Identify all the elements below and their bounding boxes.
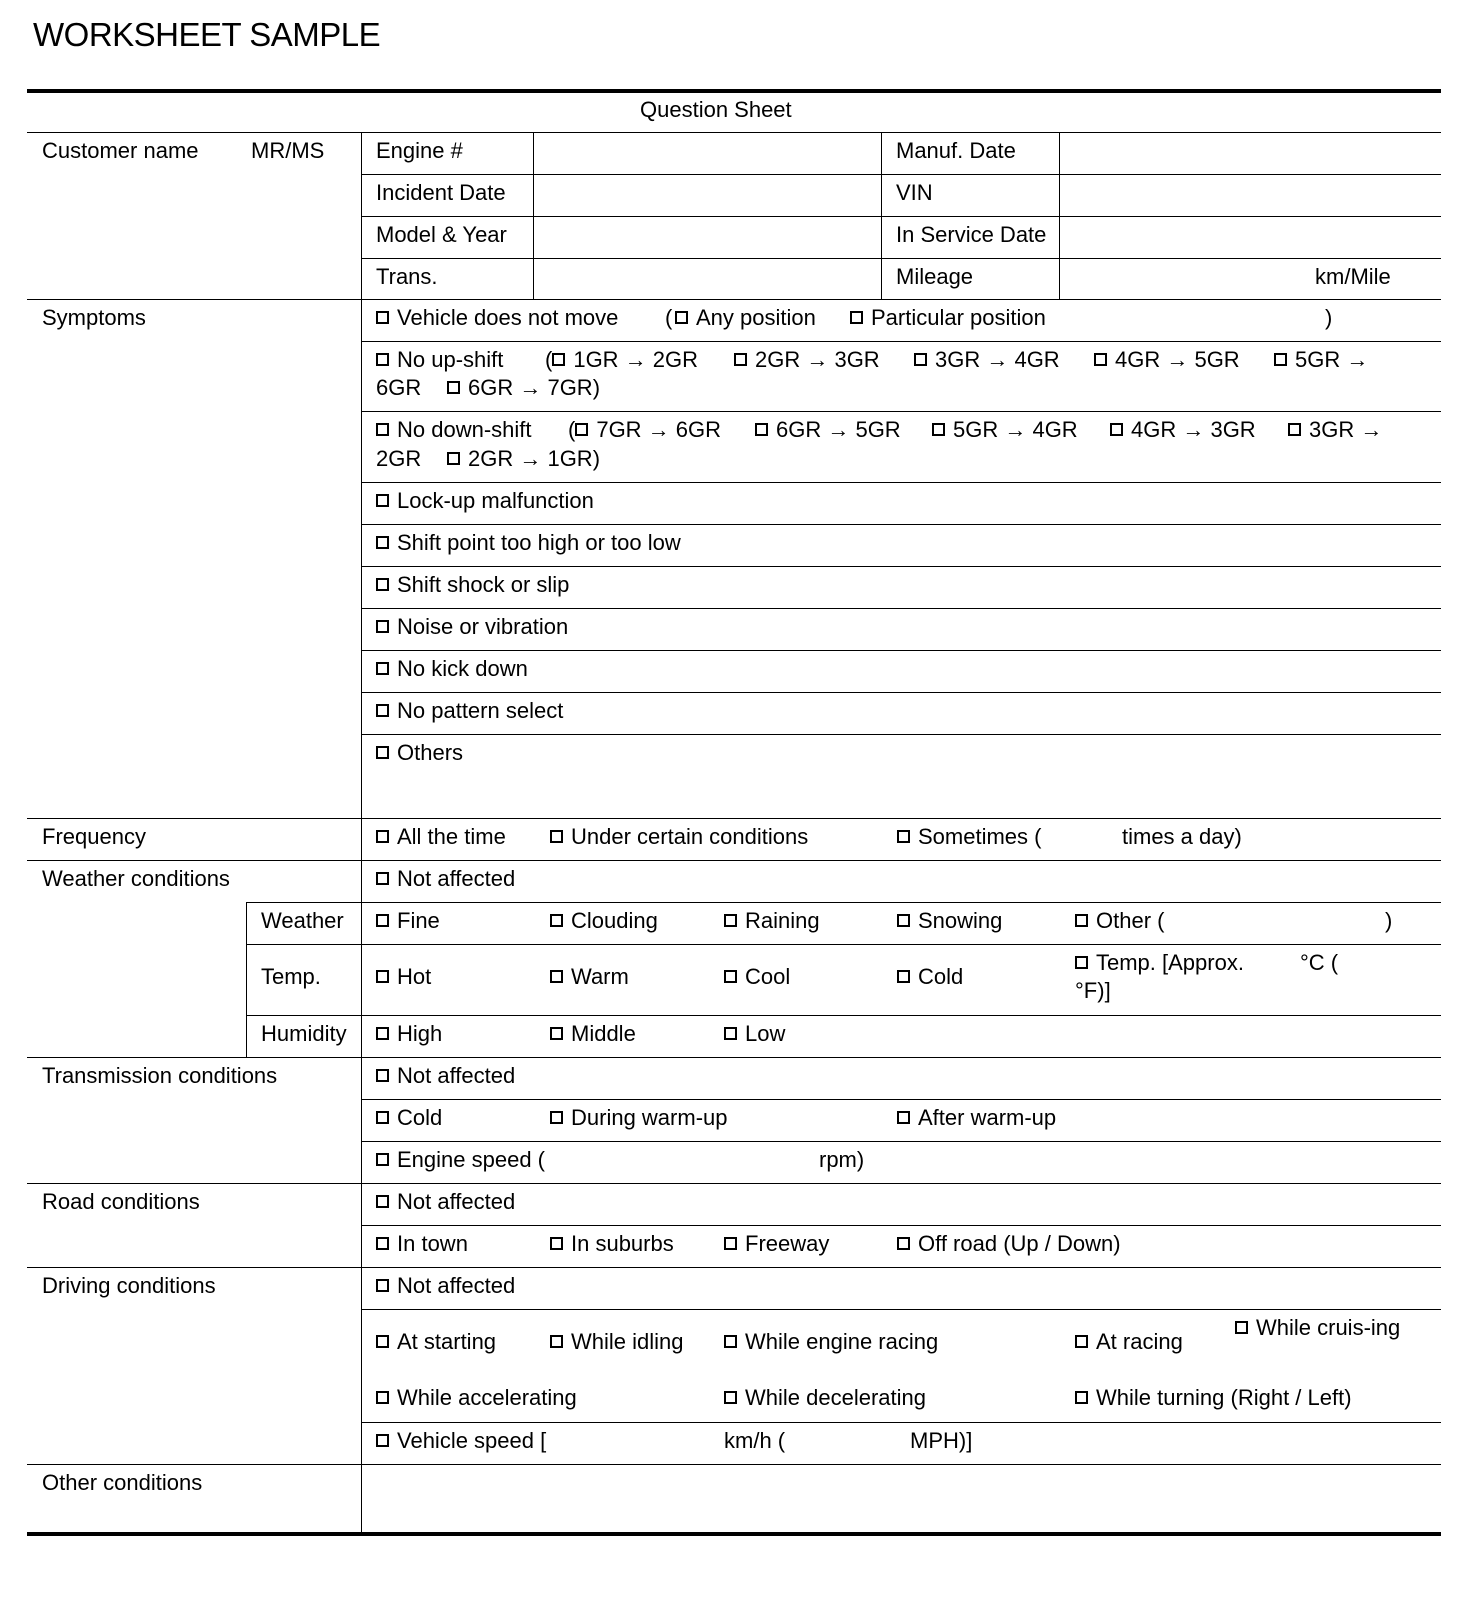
kmh-label: km/h ( [724, 1428, 786, 1453]
checkbox-icon[interactable] [376, 1195, 389, 1208]
rpm-label: rpm) [819, 1147, 865, 1172]
trans-label: Trans. [376, 264, 438, 289]
mileage-unit: km/Mile [1315, 264, 1391, 289]
checkbox-icon[interactable] [376, 578, 389, 591]
checkbox-icon[interactable] [376, 970, 389, 983]
column-divider [246, 902, 247, 1057]
column-divider [533, 132, 534, 299]
checkbox-high[interactable]: High [376, 1020, 442, 1048]
checkbox-icon[interactable] [376, 1111, 389, 1124]
paren-close: ) [1325, 305, 1333, 330]
weather-other-close: ) [1385, 908, 1393, 933]
checkbox-icon[interactable] [724, 1335, 737, 1348]
checkbox-turning[interactable]: While turning (Right / Left) [1075, 1384, 1352, 1412]
checkbox-icon[interactable] [376, 830, 389, 843]
other-conditions-label: Other conditions [42, 1470, 203, 1495]
checkbox-warm[interactable]: Warm [550, 963, 629, 991]
divider [361, 524, 1441, 525]
checkbox-dn-6-5[interactable]: 6GR → 5GR [755, 416, 901, 444]
dn-3-2-continuation: 2GR [376, 446, 422, 471]
checkbox-weather-not-affected[interactable]: Not affected [376, 865, 515, 893]
checkbox-no-kick[interactable]: No kick down [376, 655, 528, 683]
checkbox-shift-point[interactable]: Shift point too high or too low [376, 529, 681, 557]
checkbox-freeway[interactable]: Freeway [724, 1230, 829, 1258]
divider [27, 860, 1441, 861]
divider [361, 566, 1441, 567]
checkbox-cool[interactable]: Cool [724, 963, 790, 991]
divider [361, 341, 1441, 342]
checkbox-icon[interactable] [675, 311, 688, 324]
divider [361, 1141, 1441, 1142]
mileage-label: Mileage [896, 264, 974, 289]
divider [361, 482, 1441, 483]
road-conditions-label: Road conditions [42, 1189, 200, 1214]
checkbox-no-downshift[interactable]: No down-shift [376, 416, 532, 444]
checkbox-decelerating[interactable]: While decelerating [724, 1384, 926, 1412]
divider [246, 944, 1441, 945]
checkbox-raining[interactable]: Raining [724, 907, 820, 935]
checkbox-icon[interactable] [550, 1237, 563, 1250]
checkbox-icon[interactable] [376, 872, 389, 885]
checkbox-icon[interactable] [376, 914, 389, 927]
checkbox-icon[interactable] [376, 494, 389, 507]
checkbox-icon[interactable] [897, 914, 910, 927]
checkbox-icon[interactable] [376, 1027, 389, 1040]
mph-label: MPH)] [910, 1428, 973, 1453]
checkbox-vehicle-speed[interactable]: Vehicle speed [ [376, 1427, 546, 1455]
divider [27, 1183, 1441, 1184]
deg-c-label: °C ( [1300, 950, 1339, 975]
checkbox-icon[interactable] [724, 1237, 737, 1250]
checkbox-at-racing[interactable]: At racing [1075, 1328, 1183, 1356]
page-title: WORKSHEET SAMPLE [33, 16, 381, 53]
checkbox-low[interactable]: Low [724, 1020, 785, 1048]
checkbox-icon[interactable] [724, 1027, 737, 1040]
divider [361, 216, 1441, 217]
checkbox-others[interactable]: Others [376, 739, 463, 767]
checkbox-at-starting[interactable]: At starting [376, 1328, 496, 1356]
in-service-date-label: In Service Date [896, 222, 1047, 247]
checkbox-up-6-7[interactable]: 6GR → 7GR) [447, 374, 600, 402]
divider [361, 1309, 1441, 1310]
honorific-label: MR/MS [251, 138, 325, 163]
checkbox-engine-racing[interactable]: While engine racing [724, 1328, 938, 1356]
checkbox-dn-3-2[interactable]: 3GR → [1288, 416, 1382, 444]
driving-conditions-label: Driving conditions [42, 1273, 216, 1298]
model-year-label: Model & Year [376, 222, 507, 247]
sheet-header: Question Sheet [640, 97, 792, 122]
column-divider [1059, 132, 1060, 299]
table-bottom-border [27, 1532, 1441, 1536]
checkbox-icon[interactable] [1274, 353, 1287, 366]
checkbox-icon[interactable] [550, 830, 563, 843]
checkbox-noise[interactable]: Noise or vibration [376, 613, 568, 641]
manuf-date-label: Manuf. Date [896, 138, 1016, 163]
divider [27, 1057, 1441, 1058]
checkbox-engine-speed[interactable]: Engine speed ( [376, 1146, 545, 1174]
checkbox-trans-not-affected[interactable]: Not affected [376, 1062, 515, 1090]
divider [27, 1464, 1441, 1465]
checkbox-any-position[interactable]: Any position [675, 304, 816, 332]
checkbox-up-4-5[interactable]: 4GR → 5GR [1094, 346, 1240, 374]
checkbox-while-cruising[interactable]: While cruis-ing [1235, 1314, 1405, 1342]
transmission-conditions-label: Transmission conditions [42, 1063, 278, 1088]
column-divider [881, 132, 882, 299]
checkbox-certain-conditions[interactable]: Under certain conditions [550, 823, 808, 851]
checkbox-icon[interactable] [575, 423, 588, 436]
checkbox-dn-5-4[interactable]: 5GR → 4GR [932, 416, 1078, 444]
checkbox-icon[interactable] [376, 620, 389, 633]
deg-f-label: °F)] [1075, 978, 1111, 1003]
up-5-6-continuation: 6GR [376, 375, 422, 400]
checkbox-sometimes[interactable]: Sometimes ( [897, 823, 1041, 851]
divider [361, 1225, 1441, 1226]
divider [361, 174, 1441, 175]
checkbox-road-not-affected[interactable]: Not affected [376, 1188, 515, 1216]
checkbox-no-pattern[interactable]: No pattern select [376, 697, 563, 725]
column-divider [361, 132, 362, 1532]
checkbox-during-warmup[interactable]: During warm-up [550, 1104, 728, 1132]
checkbox-icon[interactable] [376, 311, 389, 324]
checkbox-icon[interactable] [724, 970, 737, 983]
checkbox-no-upshift[interactable]: No up-shift [376, 346, 503, 374]
checkbox-icon[interactable] [376, 353, 389, 366]
checkbox-icon[interactable] [376, 1069, 389, 1082]
checkbox-icon[interactable] [376, 423, 389, 436]
divider [361, 650, 1441, 651]
checkbox-icon[interactable] [376, 704, 389, 717]
checkbox-up-3-4[interactable]: 3GR → 4GR [914, 346, 1060, 374]
checkbox-icon[interactable] [755, 423, 768, 436]
checkbox-middle[interactable]: Middle [550, 1020, 636, 1048]
symptoms-label: Symptoms [42, 305, 146, 330]
checkbox-icon[interactable] [724, 1391, 737, 1404]
checkbox-icon[interactable] [1288, 423, 1301, 436]
checkbox-icon[interactable] [376, 746, 389, 759]
incident-date-label: Incident Date [376, 180, 506, 205]
checkbox-dn-2-1[interactable]: 2GR → 1GR) [447, 445, 600, 473]
checkbox-icon[interactable] [550, 1027, 563, 1040]
checkbox-icon[interactable] [1075, 914, 1088, 927]
checkbox-accelerating[interactable]: While accelerating [376, 1384, 577, 1412]
checkbox-fine[interactable]: Fine [376, 907, 440, 935]
checkbox-shift-shock[interactable]: Shift shock or slip [376, 571, 569, 599]
checkbox-icon[interactable] [376, 1237, 389, 1250]
checkbox-particular-position[interactable]: Particular position [850, 304, 1046, 332]
checkbox-clouding[interactable]: Clouding [550, 907, 658, 935]
divider [361, 258, 1441, 259]
divider [27, 299, 1441, 300]
checkbox-icon[interactable] [1075, 956, 1088, 969]
checkbox-icon[interactable] [1235, 1321, 1248, 1334]
divider [246, 1015, 1441, 1016]
divider [361, 1422, 1441, 1423]
divider [27, 132, 1441, 133]
checkbox-icon[interactable] [552, 353, 565, 366]
checkbox-in-town[interactable]: In town [376, 1230, 468, 1258]
checkbox-icon[interactable] [376, 1335, 389, 1348]
checkbox-lockup[interactable]: Lock-up malfunction [376, 487, 594, 515]
checkbox-snowing[interactable]: Snowing [897, 907, 1002, 935]
checkbox-weather-other[interactable]: Other ( [1075, 907, 1164, 935]
checkbox-temp-approx[interactable]: Temp. [Approx. [1075, 949, 1244, 977]
humidity-label: Humidity [261, 1021, 347, 1046]
divider [361, 1099, 1441, 1100]
checkbox-driving-not-affected[interactable]: Not affected [376, 1272, 515, 1300]
checkbox-dn-4-3[interactable]: 4GR → 3GR [1110, 416, 1256, 444]
checkbox-cold[interactable]: Cold [897, 963, 963, 991]
divider [361, 734, 1441, 735]
vin-label: VIN [896, 180, 933, 205]
checkbox-hot[interactable]: Hot [376, 963, 431, 991]
checkbox-icon[interactable] [1110, 423, 1123, 436]
times-a-day-label: times a day) [1122, 824, 1242, 849]
checkbox-icon[interactable] [914, 353, 927, 366]
divider [246, 902, 1441, 903]
checkbox-icon[interactable] [1075, 1391, 1088, 1404]
checkbox-icon[interactable] [734, 353, 747, 366]
checkbox-icon[interactable] [850, 311, 863, 324]
checkbox-icon[interactable] [897, 1237, 910, 1250]
divider [27, 1267, 1441, 1268]
weather-label: Weather [261, 908, 344, 933]
checkbox-off-road[interactable]: Off road (Up / Down) [897, 1230, 1121, 1258]
checkbox-icon[interactable] [376, 662, 389, 675]
checkbox-icon[interactable] [550, 1111, 563, 1124]
checkbox-all-time[interactable]: All the time [376, 823, 506, 851]
checkbox-icon[interactable] [550, 914, 563, 927]
checkbox-after-warmup[interactable]: After warm-up [897, 1104, 1056, 1132]
checkbox-icon[interactable] [550, 970, 563, 983]
checkbox-icon[interactable] [550, 1335, 563, 1348]
divider [361, 608, 1441, 609]
checkbox-up-1-2[interactable]: ( 1GR → 2GR [545, 347, 699, 372]
frequency-label: Frequency [42, 824, 146, 849]
checkbox-vehicle-not-move[interactable]: Vehicle does not move [376, 304, 618, 332]
checkbox-icon[interactable] [897, 970, 910, 983]
divider [361, 692, 1441, 693]
checkbox-icon[interactable] [1094, 353, 1107, 366]
checkbox-icon[interactable] [447, 381, 460, 394]
checkbox-dn-7-6[interactable]: ( 7GR → 6GR [568, 417, 722, 442]
checkbox-in-suburbs[interactable]: In suburbs [550, 1230, 674, 1258]
checkbox-icon[interactable] [376, 1279, 389, 1292]
checkbox-up-2-3[interactable]: 2GR → 3GR [734, 346, 880, 374]
paren-open: ( [665, 305, 673, 330]
checkbox-icon[interactable] [897, 830, 910, 843]
table-top-border [27, 89, 1441, 93]
checkbox-icon[interactable] [376, 1153, 389, 1166]
checkbox-icon[interactable] [376, 536, 389, 549]
checkbox-icon[interactable] [897, 1111, 910, 1124]
checkbox-icon[interactable] [447, 452, 460, 465]
checkbox-up-5-6[interactable]: 5GR → [1274, 346, 1368, 374]
checkbox-icon[interactable] [376, 1391, 389, 1404]
checkbox-icon[interactable] [1075, 1335, 1088, 1348]
engine-label: Engine # [376, 138, 463, 163]
checkbox-icon[interactable] [376, 1434, 389, 1447]
checkbox-while-idling[interactable]: While idling [550, 1328, 684, 1356]
checkbox-icon[interactable] [932, 423, 945, 436]
divider [27, 818, 1441, 819]
checkbox-trans-cold[interactable]: Cold [376, 1104, 442, 1132]
divider [361, 411, 1441, 412]
customer-name-label: Customer name [42, 138, 199, 163]
temp-label: Temp. [261, 964, 321, 989]
weather-conditions-label: Weather conditions [42, 866, 230, 891]
checkbox-icon[interactable] [724, 914, 737, 927]
